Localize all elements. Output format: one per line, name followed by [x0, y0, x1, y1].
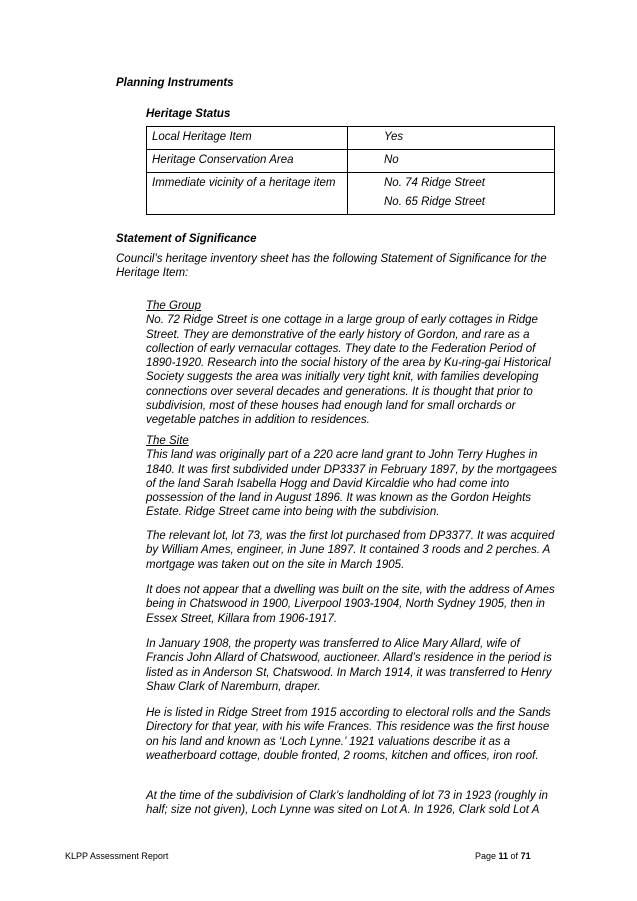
current-page: 11: [498, 851, 509, 861]
table-row: [147, 127, 555, 150]
table-cell: Local Heritage Item: [147, 127, 348, 150]
subheading-the-group: The Group: [146, 300, 201, 312]
section-the-group: [146, 299, 558, 428]
table-cell: Heritage Conservation Area: [147, 150, 348, 173]
footer-report-title: KLPP Assessment Report: [65, 851, 169, 861]
heading-statement-of-significance: Statement of Significance: [116, 233, 257, 245]
paragraph-the-group: No. 72 Ridge Street is one cottage in a large group of early cottages in Ridge Street. They are demonstrative of the early history of Gordon, and rare as a collection of early vernacular cottages. They date to the Federation Period of 1890-1920. Research into the social history of the area by Ku-ring-gai Historical Society suggests the area was initially very tight knit, with families developing connections over several decades and generations. It is thought that prior to subdivision, most of these houses had enough land for small orchards or vegetable patches in addition to residences.: [146, 314, 551, 427]
table-cell: No: [348, 150, 555, 173]
section-the-site: [146, 434, 558, 520]
table-cell: Yes: [348, 127, 555, 150]
page-of: of: [508, 851, 521, 861]
intro-paragraph: Council’s heritage inventory sheet has the following Statement of Significance for the Heritage Item:: [116, 253, 547, 279]
table-row: [147, 150, 555, 173]
heading-heritage-status: Heritage Status: [146, 108, 231, 120]
paragraph-ridge-street: He is listed in Ridge Street from 1915 according to electoral rolls and the Sands Directory for that year, with his wife Frances. This residence was the first house on his land and known as ‘Loch Lynne.’ 1921 valuations describe it as a weatherboard cottage, double fronted, 2 rooms, kitchen and offices, iron roof.: [146, 707, 551, 762]
paragraph-the-site: This land was originally part of a 220 acre land grant to John Terry Hughes in 1840. It was first subdivided under DP3337 in February 1897, by the mortgagees of the land Sarah Isabella Hogg and David Kircaldie who had come into possession of the land in August 1896. It was known as the Gordon Heights Estate. Ridge Street came into being with the subdivision.: [146, 449, 558, 519]
total-pages: 71: [520, 851, 531, 861]
paragraph-lot-73: The relevant lot, lot 73, was the first lot purchased from DP3377. It was acquired by William Ames, engineer, in June 1897. It contained 3 roods and 2 perches. A mortgage was taken out on the site in March 1905.: [146, 530, 555, 571]
table-row: [147, 173, 555, 215]
vicinity-item: No. 65 Ridge Street: [384, 196, 486, 208]
footer-page-number: [475, 851, 531, 861]
subheading-the-site: The Site: [146, 435, 189, 447]
table-cell: [348, 173, 555, 215]
heritage-status-table: [146, 126, 555, 215]
paragraph-subdivision: At the time of the subdivision of Clark’s landholding of lot 73 in 1923 (roughly in half; size not given), Loch Lynne was sited on Lot A. In 1926, Clark sold Lot A: [146, 790, 548, 817]
paragraph-dwelling: It does not appear that a dwelling was built on the site, with the address of Ames being in Chatswood in 1900, Liverpool 1903-1904, North Sydney 1905, then in Essex Street, Killara from 1906-1917.: [146, 584, 555, 625]
vicinity-item: No. 74 Ridge Street: [384, 177, 486, 189]
page-prefix: Page: [475, 851, 499, 861]
heading-planning-instruments: Planning Instruments: [116, 77, 234, 89]
table-cell: Immediate vicinity of a heritage item: [147, 173, 348, 215]
paragraph-january-1908: In January 1908, the property was transferred to Alice Mary Allard, wife of Francis John Allard of Chatswood, auctioneer. Allard’s residence in the period is listed as in Anderson St, Chatswood. In March 1914, it was transferred to Henry Shaw Clark of Naremburn, draper.: [146, 638, 552, 693]
